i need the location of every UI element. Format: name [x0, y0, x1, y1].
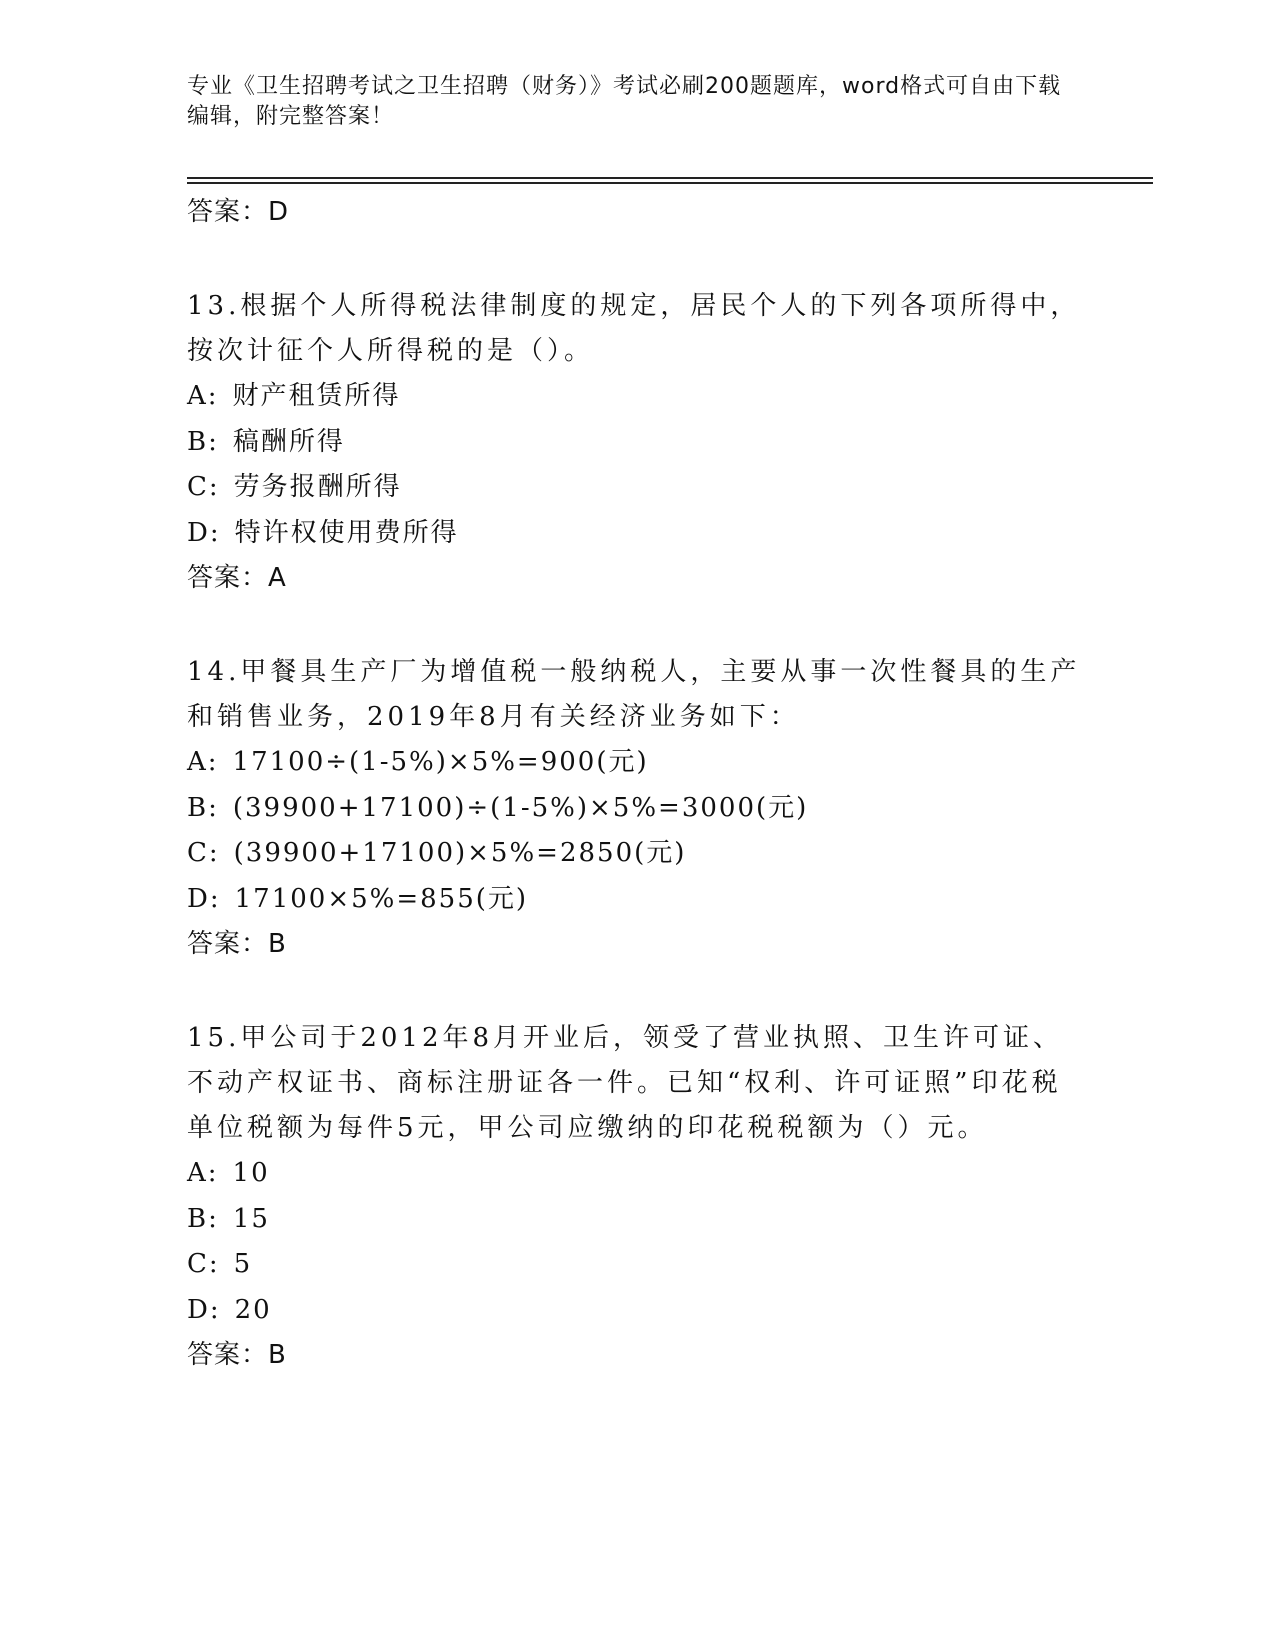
header-text: 专业《卫生招聘考试之卫生招聘（财务）》考试必刷200题题库，word格式可自由下载编辑，附完整答案！	[187, 74, 1062, 129]
option-b	[187, 1197, 1087, 1243]
option-c	[187, 831, 1087, 877]
option-letter: C:	[187, 1249, 220, 1279]
option-text: 17100÷(1-5%)×5%=900(元)	[232, 747, 649, 777]
option-text: (39900+17100)÷(1-5%)×5%=3000(元)	[232, 792, 809, 823]
document-header	[187, 72, 1067, 132]
option-text: 5	[233, 1249, 253, 1279]
question-stem: 13.根据个人所得税法律制度的规定，居民个人的下列各项所得中，按次计征个人所得税的是（）。	[187, 291, 1081, 366]
option-letter: D:	[187, 517, 221, 548]
option-b	[187, 420, 1087, 466]
question-answer: 答案：B	[187, 1340, 287, 1370]
question-answer: 答案：A	[187, 563, 287, 593]
option-b	[187, 786, 1087, 832]
option-a	[187, 374, 1087, 420]
option-letter: A:	[187, 381, 219, 411]
question-stem: 15.甲公司于2012年8月开业后，领受了营业执照、卫生许可证、不动产权证书、商标注册证各一件。已知“权利、许可证照”印花税单位税额为每件5元，甲公司应缴纳的印花税税额为（）元。	[187, 1023, 1064, 1143]
question-13	[187, 284, 1087, 600]
question-list	[187, 190, 1087, 1377]
option-letter: B:	[187, 1203, 219, 1234]
option-text: 10	[232, 1158, 270, 1188]
option-a	[187, 1151, 1087, 1197]
option-d	[187, 877, 1087, 923]
option-letter: C:	[187, 838, 220, 868]
option-letter: A:	[187, 747, 219, 777]
option-letter: C:	[187, 472, 220, 502]
option-letter: D:	[187, 1294, 221, 1325]
option-c	[187, 1242, 1087, 1288]
option-letter: D:	[187, 883, 221, 914]
header-divider-top	[187, 177, 1153, 179]
option-letter: B:	[187, 792, 219, 823]
option-letter: A:	[187, 1158, 219, 1188]
option-text: 稿酬所得	[232, 426, 345, 457]
option-letter: B:	[187, 426, 219, 457]
option-c	[187, 465, 1087, 511]
question-15	[187, 1016, 1087, 1377]
option-d	[187, 511, 1087, 557]
option-text: 20	[234, 1294, 272, 1325]
option-text: 财产租赁所得	[232, 381, 401, 411]
question-answer: 答案：B	[187, 929, 287, 959]
option-text: 15	[232, 1203, 270, 1234]
option-d	[187, 1288, 1087, 1334]
question-stem: 14.甲餐具生产厂为增值税一般纳税人，主要从事一次性餐具的生产和销售业务，2019年8月有关经济业务如下：	[187, 657, 1081, 732]
header-divider-bottom	[187, 182, 1153, 184]
option-text: 特许权使用费所得	[234, 517, 459, 548]
question-14	[187, 650, 1087, 966]
option-text: 17100×5%=855(元)	[234, 883, 529, 914]
option-a	[187, 740, 1087, 786]
previous-answer: 答案：D	[187, 197, 290, 227]
option-text: (39900+17100)×5%=2850(元)	[233, 838, 687, 868]
option-text: 劳务报酬所得	[233, 472, 402, 502]
